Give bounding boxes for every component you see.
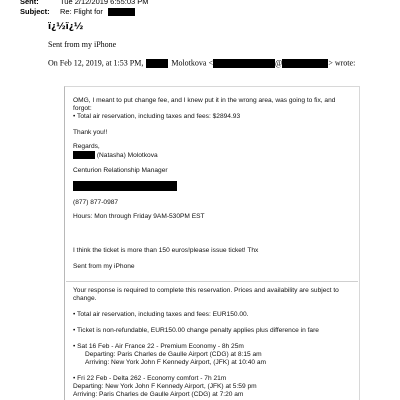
attribution-name: Molotkova (171, 58, 207, 68)
signature-title: Centurion Relationship Manager (73, 167, 168, 174)
attribution-at: @ (274, 58, 283, 68)
subject-row (20, 7, 149, 17)
bullet-total: • Total air reservation, including taxes and fees: EUR150.00. (73, 311, 249, 318)
redaction (146, 59, 168, 68)
signature-name: (Natasha) Molotkova (96, 151, 158, 159)
redaction (73, 151, 95, 159)
quoted-bullet: • Total air reservation, including taxes and fees: $2894.93 (73, 113, 241, 120)
regards-text: Regards, (73, 143, 100, 150)
signature-name-row (73, 151, 158, 160)
email-header (20, 0, 149, 17)
return-arriving: Arriving: Paris Charles de Gaulle Airport (CDG) at 7:20 am (73, 391, 244, 398)
response-required: Your response is required to complete this reservation. Prices and availability are subject to change. (73, 287, 339, 302)
attribution-suffix: > wrote: (328, 58, 356, 68)
return-departing: Departing: New York John F Kennedy Airport, (JFK) at 5:59 pm (73, 383, 257, 390)
replacement-glyphs: ï¿½ï¿½ (48, 22, 84, 32)
attribution-prefix: On Feb 12, 2019, at 1:53 PM, (48, 58, 144, 68)
outbound-departing: Departing: Paris Charles de Gaulle Airport (CDG) at 8:15 am (85, 351, 262, 358)
outbound-arriving: Arriving: New York John F Kennedy Airport, (JFK) at 10:40 am (85, 359, 267, 366)
subject-value: Re: Flight for (60, 7, 103, 16)
redaction (73, 181, 177, 191)
phone-number: (877) 877-0987 (73, 199, 119, 206)
sent-label: Sent: (20, 0, 39, 6)
redaction (213, 59, 275, 68)
subject-label: Subject: (20, 7, 50, 16)
bullet-ticket: • Ticket is non-refundable, EUR150.00 change penalty applies plus difference in fare (73, 327, 319, 334)
redaction (108, 8, 135, 16)
sent-from-iphone: Sent from my iPhone (48, 40, 117, 49)
attribution-lt: < (208, 58, 213, 68)
quoted-attribution (48, 58, 355, 68)
bullet-return-flight: • Fri 22 Feb - Delta 262 - Economy comfort - 7h 21m (73, 375, 227, 382)
sent-row (20, 0, 149, 7)
redaction-row (73, 181, 177, 191)
quote-divider (66, 281, 358, 282)
thanks-text: Thank you!! (73, 129, 108, 136)
sent-from-iphone-2: Sent from my iPhone (73, 263, 135, 270)
office-hours: Hours: Mon through Friday 9AM-530PM EST (73, 213, 205, 220)
quoted-paragraph: OMG, I meant to put change fee, and I knew put it in the wrong area, was going to fix, and forgot: (73, 97, 336, 112)
sent-value: Tue 2/12/2019 6:55:03 PM (60, 0, 149, 6)
redaction (282, 59, 328, 68)
quoted-message (64, 86, 360, 400)
ticket-note: I think the ticket is more than 150 euros!please issue ticket! Thx (73, 247, 259, 254)
bullet-outbound-flight: • Sat 16 Feb - Air France 22 - Premium Economy - 8h 25m (73, 343, 244, 350)
